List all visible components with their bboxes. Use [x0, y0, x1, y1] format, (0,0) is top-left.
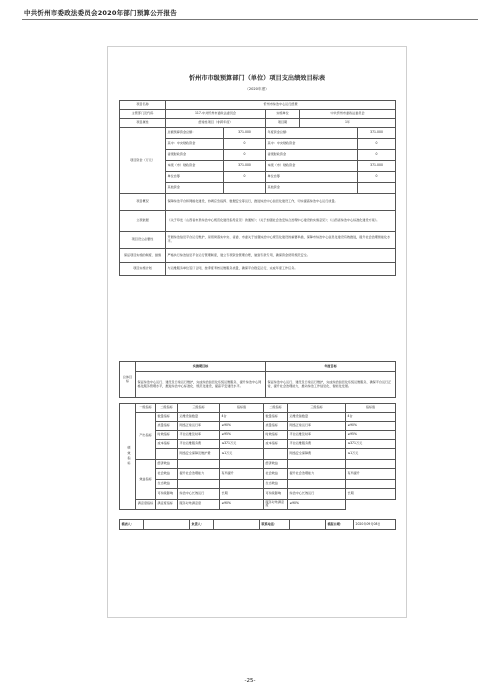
ind-cell: 成本指标: [156, 440, 178, 449]
dept-value: 117-中共忻州市委政法委员会: [166, 110, 266, 119]
funds-cell: [224, 183, 266, 194]
ind-cell: ≤371万元: [346, 440, 396, 449]
funds-cell: 0: [224, 139, 266, 150]
funds-cell: [358, 183, 396, 194]
project-name-label: 项目名称: [120, 101, 166, 110]
ind-cell: 网络安全保障费: [288, 449, 346, 460]
ind-header: 三级指标: [288, 404, 346, 413]
desc-label: 项目概况: [120, 194, 166, 211]
ind-cell: 运维设备数量: [178, 413, 220, 422]
header-divider: [22, 19, 478, 20]
indicators-side-label: 绩效指标: [120, 404, 136, 510]
desc-text: 保障综治平台和网格化建设，协调应急指挥、数据安全等运行，推进综治中心信息化建设工作，切实提高综治中心运行质量。: [166, 194, 396, 211]
ind-cell: 4台: [346, 413, 396, 422]
attr-label: 项目属性: [120, 119, 166, 128]
period-label: 项目期: [266, 119, 300, 128]
goals-head-year: 年度目标: [266, 362, 396, 372]
funds-cell: 其中：中央财政资金: [266, 139, 358, 150]
ind-cell: [288, 460, 346, 469]
ind-cell: [178, 480, 220, 489]
ind-cell: 有所提升: [220, 469, 264, 480]
signature-table: [119, 519, 396, 530]
report-header: 中共忻州市委政法委员会2020年部门预算公开报告: [24, 9, 177, 17]
head-value: [214, 520, 260, 530]
goals-long-text: 保证综治中心运行、建设及日常运行维护，完成综治信息化系统运维服务，提升综治中心网格化服务管理水平，推进综治中心标准化、规范化建设，提高平安建设水平。: [136, 372, 266, 398]
ind-cell: ≤1万元: [346, 449, 396, 460]
funds-cell: 单位自筹: [166, 172, 224, 183]
impl-label: 实施单位: [266, 110, 300, 119]
ind-cell: 4台: [220, 413, 264, 422]
date-value: 2020年09月08日: [354, 520, 396, 530]
ind-cell: ≤371万元: [220, 440, 264, 449]
attr-value: 经常性项目（非跨年度）: [166, 119, 266, 128]
ind-cell: ≥90%: [220, 422, 264, 431]
ind-cell: 网络正常运行率: [288, 422, 346, 431]
ind-cell: 平台运维及时率: [288, 431, 346, 440]
ind-cell: 社会效益: [156, 469, 178, 480]
desc-label: 保证项目实施的制度、措施: [120, 249, 166, 263]
ind-cell: 综治中心长效运行: [178, 489, 220, 500]
period-value: 1年: [300, 119, 396, 128]
ind-cell: 服务对象满意度: [178, 500, 220, 510]
indicators-table: [119, 403, 396, 510]
ind-cell: 成本指标: [264, 440, 288, 449]
goals-year-text: 保证综治中心运行、建设及日常运行维护，完成综治信息化系统运维服务，确保平台运行正常，提升社会治理能力，推动综治工作信息化、智能化发展。: [266, 372, 396, 398]
impl-value: 中共忻州市委政法委员会: [300, 110, 396, 119]
funds-cell: 371.000: [224, 128, 266, 139]
ind-cell: 平台运维服务费: [288, 440, 346, 449]
filler-value: [144, 520, 190, 530]
ind-header: 二级指标: [156, 404, 178, 413]
funds-cell: 其中：中央财政资金: [166, 139, 224, 150]
goals-table: [119, 361, 396, 398]
ind-cell: 有所提升: [346, 469, 396, 480]
ind-cell: 时效指标: [156, 431, 178, 440]
ind-cell: [220, 480, 264, 489]
funds-cell: 其他资金: [166, 183, 224, 194]
ind-cell: 质量指标: [264, 422, 288, 431]
document-page: [107, 46, 407, 618]
ind-header: 二级指标: [264, 404, 288, 413]
ind-cell: 长期: [346, 489, 396, 500]
ind-cell: 长期: [220, 489, 264, 500]
page-number: -25-: [244, 678, 256, 684]
ind-cell: 综治中心长效运行: [288, 489, 346, 500]
ind-cell: ≥95%: [346, 431, 396, 440]
funds-cell: 其他资金: [266, 183, 358, 194]
form-year: （2020年度）: [245, 87, 269, 91]
desc-text: 严格执行综治信息平台运行管理制度，建立专项资金管理台账，做到专款专用，确保资金使用规范安全。: [166, 249, 396, 263]
ind-cell: 平台运维及时率: [178, 431, 220, 440]
funds-cell: 总额预算资金总额：: [166, 128, 224, 139]
funds-cell: 0: [358, 172, 396, 183]
ind-cell: 数量指标: [264, 413, 288, 422]
filler-label: 填表人：: [120, 520, 144, 530]
ind-cell: 生态效益: [264, 480, 288, 489]
funds-cell: 本级（市）财政资金: [166, 161, 224, 172]
desc-text: 开展综治信息平台运行维护，是贯彻落实中央、省委、市委关于加强综治中心规范化建设的重要举措，保障市综治中心信息化建设有效推进，提升社会治理智能化水平。: [166, 232, 396, 249]
ind-cell: [288, 480, 346, 489]
date-label: 填报日期：: [326, 520, 354, 530]
ind-cell: 满意度指标: [156, 500, 178, 510]
phone-value: [290, 520, 326, 530]
ind-cell: 提升社会治理能力: [288, 469, 346, 480]
ind-cell: 生态效益: [156, 480, 178, 489]
ind-cell: 质量指标: [156, 422, 178, 431]
ind-header: 三级指标: [178, 404, 220, 413]
goals-side-label: 总体目标: [120, 362, 136, 398]
form-title: 忻州市市级预算部门（单位）项目支出绩效目标表: [188, 75, 326, 82]
ind-cell: [178, 460, 220, 469]
ind-cell: [346, 460, 396, 469]
project-info-table: [119, 100, 396, 276]
ind-cell: 社会效益: [264, 469, 288, 480]
ind-cell: 时效指标: [264, 431, 288, 440]
ind-cell: ≥90%: [288, 500, 346, 510]
phone-label: 联系电话：: [260, 520, 290, 530]
funds-cell: 本级（市）财政资金: [266, 161, 358, 172]
funds-cell: 0: [358, 150, 396, 161]
ind-cell: ≥95%: [220, 431, 264, 440]
ind-cell: [220, 460, 264, 469]
ind-cell: 服务对象满意度: [264, 500, 288, 510]
desc-label: 立项依据: [120, 211, 166, 232]
funds-cell: 年度资金总额：: [266, 128, 358, 139]
dept-label: 主管部门及代码: [120, 110, 166, 119]
funds-cell: 单位自筹: [266, 172, 358, 183]
head-label: 负责人：: [190, 520, 214, 530]
ind-level1-effect: 效益指标: [136, 460, 156, 500]
ind-level1-output: 产出指标: [136, 413, 156, 460]
project-name: 忻州市综治中心运行经费: [166, 101, 396, 110]
ind-cell: 网络安全保障及维护费: [178, 449, 220, 460]
funds-cell: 0: [224, 150, 266, 161]
funds-cell: 371.000: [358, 161, 396, 172]
ind-cell: 数量指标: [156, 413, 178, 422]
ind-cell: 网络正常运行率: [178, 422, 220, 431]
funds-cell: 0: [224, 172, 266, 183]
funds-cell: 0: [358, 139, 396, 150]
ind-cell: 经济效益: [156, 460, 178, 469]
ind-cell: ≥90%: [220, 500, 264, 510]
funds-label: 项目资金（万元）: [120, 128, 166, 194]
ind-header: 指标值: [346, 404, 396, 413]
ind-cell: ≤1万元: [220, 449, 264, 460]
ind-cell: 经济效益: [264, 460, 288, 469]
desc-label: 项目设立必要性: [120, 232, 166, 249]
ind-cell: ≥90%: [346, 422, 396, 431]
ind-cell: 平台运维服务费: [178, 440, 220, 449]
ind-cell: [346, 480, 396, 489]
ind-header: 一级指标: [136, 404, 156, 413]
desc-text: 与运维服务单位签订合同，按季度考核运维服务质量，确保平台稳定运行，完成年度工作任务。: [166, 263, 396, 276]
ind-cell: 运维设备数量: [288, 413, 346, 422]
ind-cell: 提升社会治理能力: [178, 469, 220, 480]
funds-cell: 371.000: [224, 161, 266, 172]
desc-text: 《关于印发〈山西省市县综治中心规范化建设指导意见〉的通知》；《关于加强社会治安综合治理中心建设的实施意见》；《山西省综治中心标准化建设方案》。: [166, 211, 396, 232]
ind-cell: 满意度指标: [136, 500, 156, 510]
desc-label: 项目实施计划: [120, 263, 166, 276]
ind-cell: [156, 449, 178, 460]
funds-cell: 371.000: [358, 128, 396, 139]
ind-cell: 可持续影响: [156, 489, 178, 500]
goals-head-long: 实施期目标: [136, 362, 266, 372]
ind-header: 指标值: [220, 404, 264, 413]
ind-cell: 可持续影响: [264, 489, 288, 500]
ind-cell: [264, 449, 288, 460]
funds-cell: 省级财政资金: [166, 150, 224, 161]
funds-cell: 省级财政资金: [266, 150, 358, 161]
